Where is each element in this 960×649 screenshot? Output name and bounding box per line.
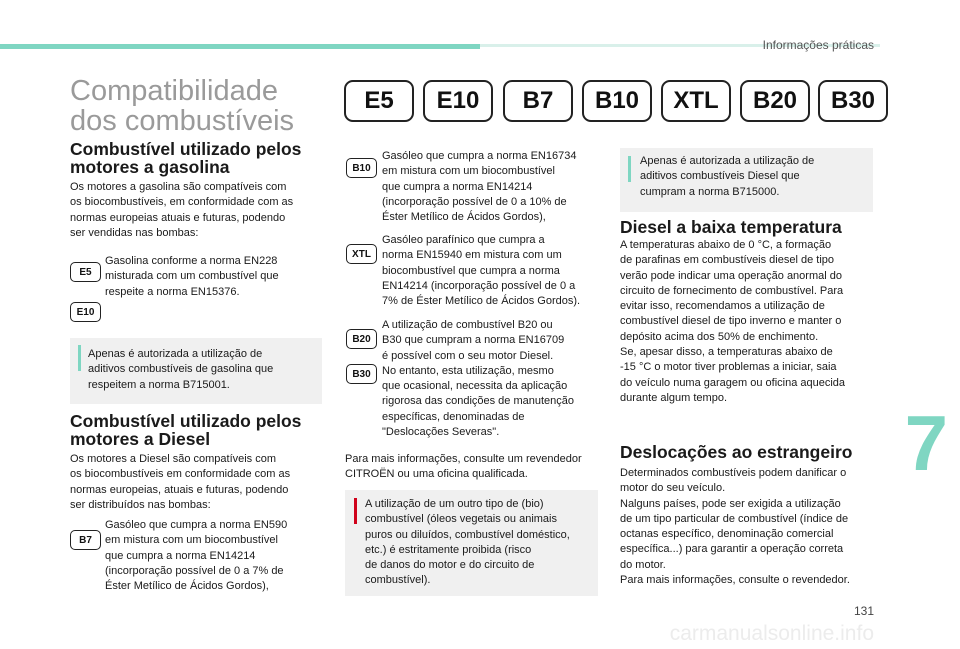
diesel-heading: Combustível utilizado pelos motores a Diesel (70, 411, 302, 449)
low-temp-text: A temperaturas abaixo de 0 °C, a formação de parafinas em combustíveis diesel de tipo verão pode indicar uma operação anormal do circuito de fornecimento de combustível. Para evitar isso, recomendamos a utilização de combustível diesel de tipo inverno e manter o depósito acima dos 50% de enchimento. Se, apesar disso, a temperaturas abaixo de -15 °C o motor tiver problemas a iniciar, saia do veículo numa garagem ou oficina aquecida durante algum tempo. (620, 239, 846, 404)
fuel-badge-b30: B30 (818, 80, 888, 122)
diesel-b7-text: Gasóleo que cumpra a norma EN590 em mistura com um biocombustível que cumpra a norma EN14214 (incorporação possível de 0 a 7% de Éster Metílico de Ácidos Gordos), (105, 519, 288, 593)
page-title: Compatibilidade dos combustíveis (70, 75, 295, 137)
abroad-heading: Deslocações ao estrangeiro (620, 442, 853, 462)
header-accent-bar (0, 44, 480, 49)
section-title: Informações práticas (762, 38, 874, 52)
petrol-e-text: Gasolina conforme a norma EN228 misturada com um combustível que respeite a norma EN15376. (105, 255, 279, 298)
fuel-badge-b20: B20 (740, 80, 810, 122)
fuel-badge-xtl: XTL (661, 80, 731, 122)
diesel-b10-text: Gasóleo que cumpra a norma EN16734 em mistura com um biocombustível que cumpra a norma EN14214 (incorporação possível de 0 a 10% de Éster Metílico de Ácidos Gordos), (382, 150, 577, 224)
fuel-badge-e10-small: E10 (70, 302, 101, 322)
warning-text: A utilização de um outro tipo de (bio) combustível (óleos vegetais ou animais puros ou diluídos, combustível doméstico, etc.) é estritamente proibida (risco de danos do motor e do circuito de combustível). (365, 498, 570, 587)
watermark: carmanualsonline.info (669, 622, 874, 645)
chapter-number: 7 (904, 399, 948, 487)
fuel-badge-xtl-small: XTL (346, 244, 377, 264)
fuel-badge-e10: E10 (423, 80, 493, 122)
petrol-heading: Combustível utilizado pelos motores a gasolina (70, 139, 302, 177)
abroad-text: Determinados combustíveis podem danificar o motor do seu veículo. Nalguns países, pode ser exigida a utilização de um tipo particular de combustível (índice de octanas específico, denominação comercial específica...) para garantir a operação correta do motor. Para mais informações, consulte o revendedor. (620, 467, 850, 587)
fuel-badge-b20-small: B20 (346, 329, 377, 349)
diesel-more-info: Para mais informações, consulte um revendedor CITROËN ou uma oficina qualificada. (345, 453, 582, 481)
petrol-info-text: Apenas é autorizada a utilização de aditivos combustíveis de gasolina que respeitem a norma B715001. (88, 348, 274, 391)
fuel-badge-b7-small: B7 (70, 530, 101, 550)
warning-icon-bar (354, 498, 357, 524)
diesel-info-text: Apenas é autorizada a utilização de aditivos combustíveis Diesel que cumpram a norma B715000. (640, 155, 815, 198)
info-icon-bar (78, 345, 81, 371)
page-number: 131 (853, 604, 874, 618)
petrol-intro: Os motores a gasolina são compatíveis com os biocombustíveis, em conformidade com as normas europeias atuais e futuras, podendo ser vendidas nas bombas: (70, 181, 294, 239)
fuel-badge-b30-small: B30 (346, 364, 377, 384)
diesel-xtl-text: Gasóleo parafínico que cumpra a norma EN15940 em mistura com um biocombustível que cumpra a norma EN14214 (incorporação possível de 0 a 7% de Éster Metílico de Ácidos Gordos). (382, 234, 581, 308)
fuel-badge-b10: B10 (582, 80, 652, 122)
fuel-badge-b10-small: B10 (346, 158, 377, 178)
info-icon-bar-2 (628, 156, 631, 182)
fuel-badge-e5: E5 (344, 80, 414, 122)
diesel-b20-text: A utilização de combustível B20 ou B30 que cumpram a norma EN16709 é possível com o seu motor Diesel. No entanto, esta utilização, mesmo que ocasional, necessita da aplicação rigorosa das condições de manutenção específicas, denominadas de "Deslocações Severas". (382, 319, 575, 439)
diesel-intro: Os motores a Diesel são compatíveis com os biocombustíveis em conformidade com as normas europeias, atuais e futuras, podendo ser distribuídos nas bombas: (70, 453, 291, 511)
low-temp-heading: Diesel a baixa temperatura (620, 217, 842, 237)
fuel-badge-e5-small: E5 (70, 262, 101, 282)
fuel-badge-b7: B7 (503, 80, 573, 122)
